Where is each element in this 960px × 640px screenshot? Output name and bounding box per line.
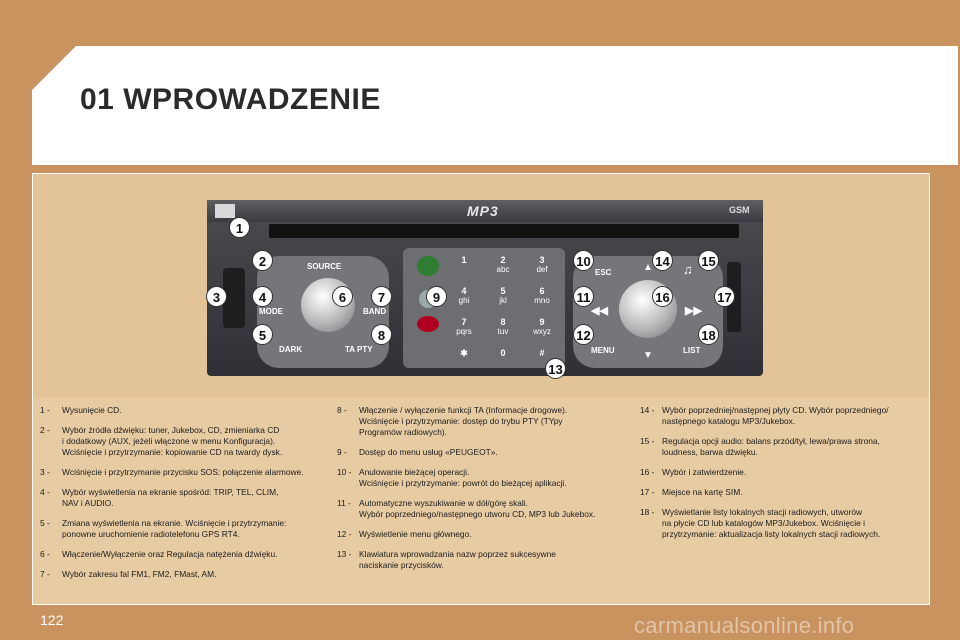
list-item: 17 - Miejsce na kartę SIM. bbox=[640, 487, 743, 497]
radio-gsm-text: GSM bbox=[729, 205, 750, 215]
callout-badge: 7 bbox=[371, 286, 392, 307]
keypad-key[interactable]: 9 wxyz bbox=[533, 317, 551, 336]
keypad-key[interactable]: # bbox=[539, 348, 545, 358]
description-column-2 bbox=[337, 405, 637, 580]
phone-hangup-icon[interactable] bbox=[417, 316, 439, 332]
keypad-key[interactable]: 5 jkl bbox=[499, 286, 507, 305]
list-item: 4 - Wybór wyświetlenia na ekranie spośród: TRIP, TEL, CLIM, NAV i AUDIO. bbox=[40, 487, 279, 508]
ta-pty-label[interactable]: TA PTY bbox=[345, 345, 373, 354]
callout-badge: 5 bbox=[252, 324, 273, 345]
keypad-key[interactable]: ✱ bbox=[460, 348, 468, 358]
list-label[interactable]: LIST bbox=[683, 346, 701, 355]
source-label[interactable]: SOURCE bbox=[307, 262, 342, 271]
list-item: 12 - Wyświetlenie menu głównego. bbox=[337, 529, 472, 539]
down-arrow-icon[interactable]: ▼ bbox=[643, 350, 653, 361]
callout-badge: 13 bbox=[545, 358, 566, 379]
esc-label[interactable]: ESC bbox=[595, 268, 612, 277]
callout-badge: 16 bbox=[652, 286, 673, 307]
watermark: carmanualsonline.info bbox=[634, 613, 855, 638]
list-item: 7 - Wybór zakresu fal FM1, FM2, FMast, AM. bbox=[40, 569, 217, 579]
keypad-key[interactable]: 8 tuv bbox=[497, 317, 509, 336]
keypad-key[interactable]: 2 abc bbox=[496, 255, 510, 274]
callout-badge: 14 bbox=[652, 250, 673, 271]
callout-badge: 2 bbox=[252, 250, 273, 271]
dark-label[interactable]: DARK bbox=[279, 345, 303, 354]
menu-label[interactable]: MENU bbox=[591, 346, 615, 355]
list-item: 15 - Regulacja opcji audio: balans przód/tył, lewa/prawa strona, loudness, barwa dźwięku. bbox=[640, 436, 880, 457]
keypad-key[interactable]: 1 bbox=[461, 255, 467, 265]
phone-pickup-icon[interactable] bbox=[417, 256, 439, 276]
list-item: 8 - Włączenie / wyłączenie funkcji TA (Informacje drogowe). Wciśnięcie i przytrzymanie: dostęp do trybu PTY (TYpy Programów radiowych). bbox=[337, 405, 568, 437]
rewind-icon[interactable]: ◀◀ bbox=[591, 305, 608, 317]
list-item: 10 - Anulowanie bieżącej operacji. Wciśnięcie i przytrzymanie: powrót do bieżącej aplikacji. bbox=[337, 467, 567, 488]
list-item: 11 - Automatyczne wyszukiwanie w dół/górę skali. Wybór poprzedniego/następnego utworu CD, MP3 lub Jukebox. bbox=[337, 498, 596, 519]
cd-logo-icon bbox=[215, 204, 235, 218]
list-item: 5 - Zmiana wyświetlenia na ekranie. Wciśnięcie i przytrzymanie: ponowne uruchomienie radiotelefonu GPS RT4. bbox=[40, 518, 287, 539]
mode-label[interactable]: MODE bbox=[259, 307, 283, 316]
callout-badge: 10 bbox=[573, 250, 594, 271]
list-item: 9 - Dostęp do menu usług «PEUGEOT». bbox=[337, 447, 498, 457]
callout-badge: 1 bbox=[229, 217, 250, 238]
page-title: 01 WPROWADZENIE bbox=[80, 83, 381, 116]
keypad-key[interactable]: 3 def bbox=[536, 255, 548, 274]
callout-badge: 4 bbox=[252, 286, 273, 307]
callout-badge: 8 bbox=[371, 324, 392, 345]
radio-brand-text: MP3 bbox=[467, 203, 499, 219]
callout-badge: 6 bbox=[332, 286, 353, 307]
list-item: 3 - Wciśnięcie i przytrzymanie przycisku SOS: połączenie alarmowe. bbox=[40, 467, 304, 477]
list-item: 14 - Wybór poprzedniej/następnej płyty CD. Wybór poprzedniego/ następnego katalogu MP3/Jukebox. bbox=[640, 405, 889, 426]
keypad-key[interactable]: 4 ghi bbox=[458, 286, 470, 305]
cd-slot bbox=[269, 224, 739, 238]
list-item: 18 - Wyświetlanie listy lokalnych stacji radiowych, utworów na płycie CD lub katalogów MP3/Jukebox. Wciśnięcie i przytrzymanie: aktualizacja listy lokalnych stacji radiowych. bbox=[640, 507, 881, 539]
up-arrow-icon[interactable]: ▲ bbox=[643, 262, 653, 273]
description-column-3 bbox=[640, 405, 928, 549]
callout-badge: 18 bbox=[698, 324, 719, 345]
radio-unit-illustration bbox=[207, 200, 763, 376]
list-item: 2 - Wybór źródła dźwięku: tuner, Jukebox, CD, zmieniarka CD i dodatkowy (AUX, jeżeli włączone w menu Konfiguracja). Wciśnięcie i przytrzymanie: kopiowanie CD na twardy dysk. bbox=[40, 425, 283, 457]
keypad-key[interactable]: 0 bbox=[500, 348, 506, 358]
page-number: 122 bbox=[40, 612, 64, 628]
callout-badge: 9 bbox=[426, 286, 447, 307]
keypad-key[interactable]: 6 mno bbox=[534, 286, 550, 305]
callout-badge: 3 bbox=[206, 286, 227, 307]
description-column-1 bbox=[40, 405, 340, 589]
callout-badge: 12 bbox=[573, 324, 594, 345]
fast-forward-icon[interactable]: ▶▶ bbox=[685, 305, 702, 317]
list-item: 1 - Wysunięcie CD. bbox=[40, 405, 122, 415]
list-item: 16 - Wybór i zatwierdzenie. bbox=[640, 467, 747, 477]
keypad-key[interactable]: 7 pqrs bbox=[456, 317, 472, 336]
callout-badge: 11 bbox=[573, 286, 594, 307]
list-item: 6 - Włączenie/Wyłączenie oraz Regulacja natężenia dźwięku. bbox=[40, 549, 278, 559]
band-label[interactable]: BAND bbox=[363, 307, 387, 316]
music-note-icon[interactable]: ♫ bbox=[683, 262, 693, 277]
list-item: 13 - Klawiatura wprowadzania nazw poprzez sukcesywne naciskanie przycisków. bbox=[337, 549, 556, 570]
callout-badge: 15 bbox=[698, 250, 719, 271]
callout-badge: 17 bbox=[714, 286, 735, 307]
